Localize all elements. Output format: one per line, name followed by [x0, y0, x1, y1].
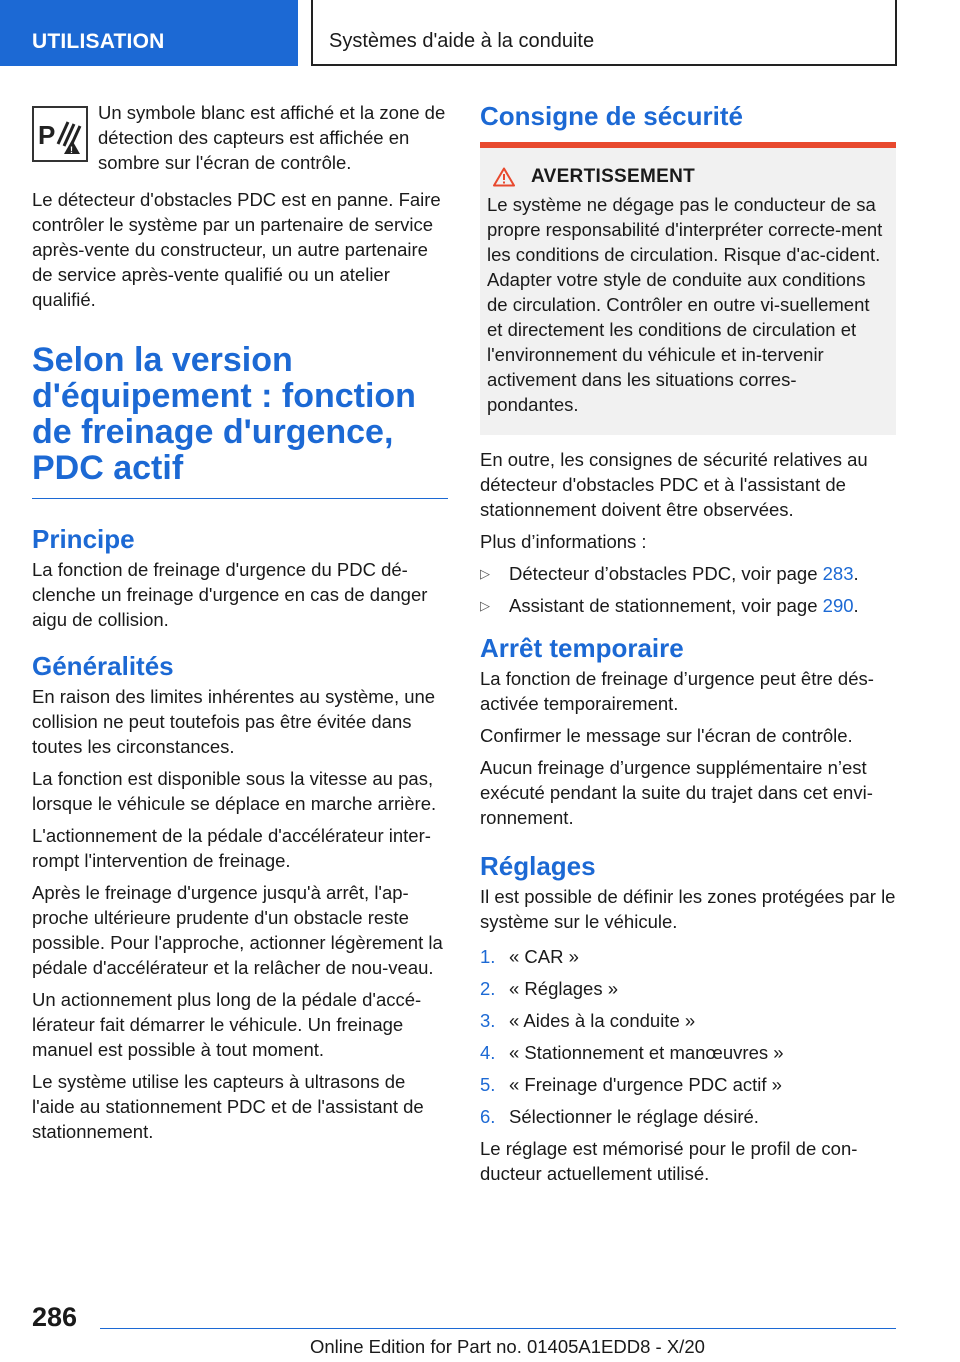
generalites-heading: Généralités	[32, 651, 174, 681]
more-info-label: Plus d’informations :	[480, 531, 647, 552]
arret-paragraph: La fonction de freinage d’urgence peut être dés-activée temporairement.	[480, 668, 874, 714]
footer-divider	[100, 1328, 896, 1329]
reference-item: ▷ Détecteur d’obstacles PDC, voir page 283.	[480, 561, 896, 586]
settings-steps	[480, 944, 896, 1129]
reglages-text: Il est possible de définir les zones protégées par le système sur le véhicule.	[480, 886, 896, 932]
page-link-290[interactable]: 290	[822, 595, 854, 616]
arret-paragraph: Confirmer le message sur l'écran de contrôle.	[480, 725, 853, 746]
page-link-283[interactable]: 283	[822, 563, 854, 584]
reference-list	[480, 561, 896, 618]
main-section-title: Selon la version d'équipement : fonction de freinage d'urgence, PDC actif	[32, 342, 448, 499]
left-column	[32, 100, 448, 1151]
generalites-paragraph: La fonction est disponible sous la vitesse au pas, lorsque le véhicule se déplace en marche arrière.	[32, 768, 437, 814]
header-chapter-label: Systèmes d'aide à la conduite	[329, 30, 595, 52]
header-chapter-tab	[311, 0, 897, 66]
right-column	[480, 100, 896, 1193]
svg-text:P: P	[38, 120, 56, 150]
warning-header	[487, 166, 888, 188]
generalites-paragraph: En raison des limites inhérentes au système, une collision ne peut toutefois pas être évitée dans toutes les circonstances.	[32, 686, 436, 757]
warning-text: Le système ne dégage pas le conducteur de sa propre responsabilité d'interpréter correcte-ment les conditions de circulation. Risque d'ac-cident. Adapter votre style de conduite aux conditions de circulation. Contrôler en outre vi-suellement et directement les conditions de circulation et l'environnement du véhicule et in-tervenir activement dans les situations corres-pondantes.	[487, 194, 883, 415]
principe-text: La fonction de freinage d'urgence du PDC dé-clenche un freinage d'urgence en cas de danger aigu de collision.	[32, 559, 428, 630]
generalites-paragraph: Après le freinage d'urgence jusqu'à arrêt, l'ap-proche ultérieure prudente d'un obstacle reste possible. Pour l'approche, actionner légèrement la pédale d'accélérateur et la relâcher de nou-veau.	[32, 882, 443, 978]
final-text: Le réglage est mémorisé pour le profil de con-ducteur actuellement utilisé.	[480, 1138, 858, 1184]
consignes-text: En outre, les consignes de sécurité relatives au détecteur d'obstacles PDC et à l'assistant de stationnement doivent être observées.	[480, 449, 868, 520]
step-item: 3. « Aides à la conduite »	[480, 1010, 696, 1031]
pdc-symbol-text: Un symbole blanc est affiché et la zone de détection des capteurs est affichée en sombre sur l'écran de contrôle.	[98, 102, 446, 173]
generalites-paragraph: L'actionnement de la pédale d'accélérateur inter-rompt l'intervention de freinage.	[32, 825, 431, 871]
warning-label: AVERTISSEMENT	[531, 166, 696, 187]
generalites-paragraph: Le système utilise les capteurs à ultrasons de l'aide au stationnement PDC et de l'assistant de stationnement.	[32, 1071, 424, 1142]
pdc-sensor-icon	[32, 106, 88, 162]
reglages-heading: Réglages	[480, 851, 596, 881]
principe-heading: Principe	[32, 524, 135, 554]
pdc-failure-text: Le détecteur d'obstacles PDC est en panne. Faire contrôler le système par un partenaire de service après-vente du constructeur, un autre partenaire de service après-vente qualifié ou un atelier qualifié.	[32, 189, 441, 310]
safety-heading: Consigne de sécurité	[480, 101, 743, 131]
step-item: 5. « Freinage d'urgence PDC actif »	[480, 1074, 782, 1095]
arret-heading: Arrêt temporaire	[480, 633, 684, 663]
pdc-symbol-row	[32, 100, 448, 175]
arret-paragraph: Aucun freinage d’urgence supplémentaire n’est exécuté pendant la suite du trajet dans cet envi-ronnement.	[480, 757, 873, 828]
page-number: 286	[32, 1302, 78, 1332]
step-item: 6. Sélectionner le réglage désiré.	[480, 1106, 759, 1127]
header-section-label: UTILISATION	[32, 30, 165, 53]
warning-triangle-icon	[493, 167, 515, 187]
generalites-paragraph: Un actionnement plus long de la pédale d'accé-lérateur fait démarrer le véhicule. Un freinage manuel est possible à tout moment.	[32, 989, 422, 1060]
step-item: 2. « Réglages »	[480, 978, 619, 999]
svg-text:!: !	[70, 145, 73, 154]
warning-box	[480, 142, 896, 435]
reference-item: ▷ Assistant de stationnement, voir page 290.	[480, 593, 896, 618]
step-item: 4. « Stationnement et manœuvres »	[480, 1042, 784, 1063]
footer-edition: Online Edition for Part no. 01405A1EDD8 - X/20	[310, 1336, 705, 1357]
step-item: 1. « CAR »	[480, 946, 579, 967]
header-section-tab	[0, 0, 298, 66]
